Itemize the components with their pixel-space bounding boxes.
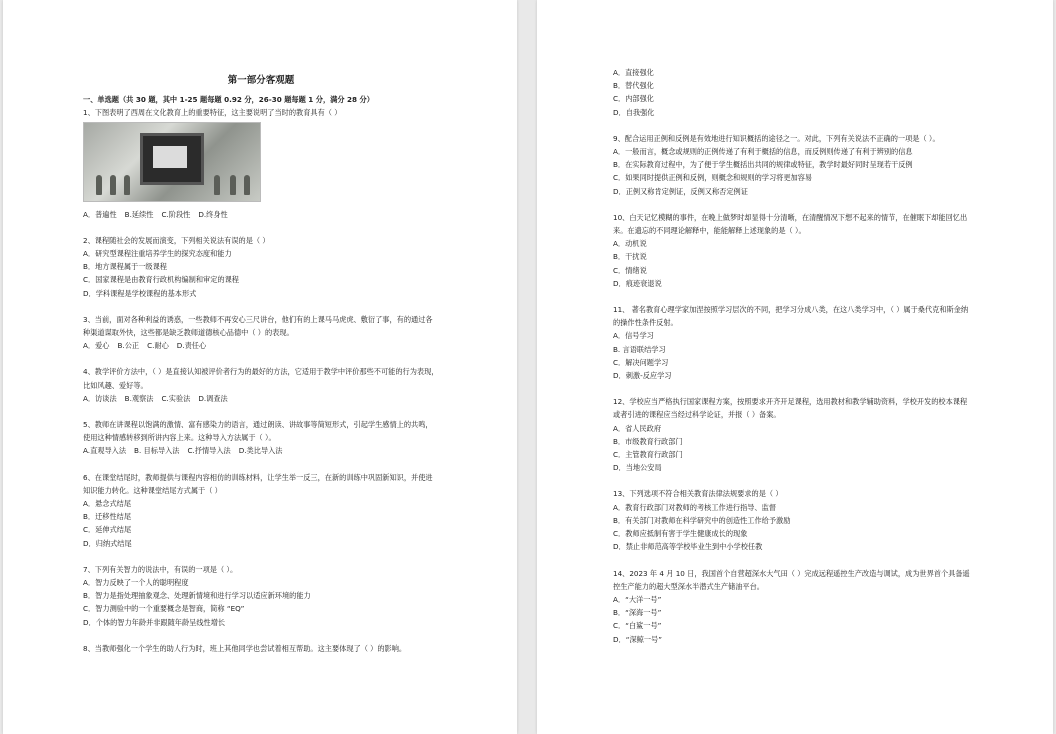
question-options bbox=[613, 237, 973, 290]
option: C．主管教育行政部门 bbox=[613, 450, 683, 460]
right-content bbox=[613, 66, 973, 646]
spacer bbox=[613, 198, 973, 211]
option: B．替代强化 bbox=[613, 81, 654, 91]
option: A．爱心 bbox=[83, 341, 110, 351]
option: C．延伸式结尾 bbox=[83, 525, 132, 535]
option: D.终身性 bbox=[198, 209, 228, 219]
spacer bbox=[83, 550, 439, 563]
question bbox=[83, 106, 439, 220]
option: B．地方课程属于一级课程 bbox=[83, 262, 167, 272]
option: D.责任心 bbox=[176, 341, 207, 351]
question bbox=[83, 313, 439, 353]
question-options bbox=[83, 208, 439, 221]
question bbox=[613, 211, 973, 290]
question-stem: 8、当教师强化一个学生的助人行为时，班上其他同学也尝试着相互帮助。这主要体现了（ ）的影响。 bbox=[83, 643, 407, 653]
question-options bbox=[83, 497, 439, 550]
option: D．归纳式结尾 bbox=[83, 538, 132, 548]
question-options bbox=[83, 392, 439, 405]
spacer bbox=[613, 119, 973, 132]
question-stem: 7、下列有关智力的说法中，有误的一项是（ ）。 bbox=[83, 564, 238, 574]
photo-figure bbox=[110, 175, 116, 195]
option: C.实验法 bbox=[161, 393, 191, 403]
question-stem: 6、在课堂结尾时，教师提供与课程内容相仿的训练材料，让学生举一反三，在新的训练中巩固新知识，并使进知识能力转化。这种课堂结尾方式属于（ ） bbox=[83, 472, 433, 495]
question-list bbox=[83, 106, 439, 655]
photo-figure bbox=[230, 175, 236, 195]
option: A．直接强化 bbox=[613, 68, 654, 77]
question-stem: 4、教学评价方法中，（ ）是直接认知被评价者行为的最好的方法，它适用于教学中评价那些不可能的行为表现，比如风趣、爱好等。 bbox=[83, 367, 439, 390]
question bbox=[613, 395, 973, 474]
question bbox=[83, 234, 439, 300]
question-photo bbox=[83, 122, 261, 202]
option: A．一般而言，概念或规则的正例传递了有利于概括的信息，而反例则传递了有利于辨别的信息 bbox=[613, 147, 913, 157]
question-options bbox=[83, 576, 439, 629]
spacer bbox=[83, 300, 439, 313]
option: C．“白鲨一号” bbox=[613, 621, 662, 631]
question bbox=[613, 487, 973, 553]
question-options bbox=[613, 145, 973, 198]
spacer bbox=[83, 405, 439, 418]
option: B.观察法 bbox=[124, 393, 154, 403]
option: D．个体的智力年龄并非跟随年龄呈线性增长 bbox=[83, 617, 226, 627]
option: B．“深海一号” bbox=[613, 608, 662, 618]
option: C．教师应抵制有害于学生健康成长的现象 bbox=[613, 529, 748, 539]
left-content bbox=[83, 74, 439, 655]
question-options bbox=[613, 329, 973, 382]
question-stem: 9、配合运用正例和反例是有效地进行知识概括的途径之一。对此，下列有关说法不正确的一项是（ ）。 bbox=[613, 133, 940, 143]
option: C.抒情导入法 bbox=[187, 446, 231, 456]
photo-figure bbox=[124, 175, 130, 195]
option: D．禁止非师范高等学校毕业生到中小学校任教 bbox=[613, 542, 763, 552]
question-options bbox=[83, 339, 439, 352]
question bbox=[613, 567, 973, 646]
section-heading: 一、单选题（共 30 题，其中 1-25 题每题 0.92 分，26-30 题每题 1 分，满分 28 分） bbox=[83, 95, 374, 105]
document-title: 第一部分客观题 bbox=[227, 75, 295, 86]
option: A．省人民政府 bbox=[613, 423, 662, 433]
question-stem: 13、下列选项不符合相关教育法律法规要求的是（ ） bbox=[613, 489, 783, 499]
option: C．情绪说 bbox=[613, 265, 647, 275]
option: A．信号学习 bbox=[613, 331, 654, 341]
option: A.直观导入法 bbox=[83, 446, 127, 456]
question bbox=[83, 471, 439, 550]
option: A．智力反映了一个人的聪明程度 bbox=[83, 578, 189, 588]
question-stem: 3、当前，面对各种利益的诱惑，一些教师不再安心三尺讲台，他们有的上课马马虎虎、敷衍了事，有的通过各种渠道谋取外快，这些都是缺乏教师道德核心品德中（ ）的表现。 bbox=[83, 314, 433, 338]
option: D．学科课程是学校课程的基本形式 bbox=[83, 288, 197, 298]
option: B．在实际教育过程中，为了便于学生概括出共同的规律或特征，教学时最好同时呈现若干反例 bbox=[613, 160, 913, 170]
option: B.公正 bbox=[117, 341, 140, 351]
photo-figure bbox=[96, 175, 102, 195]
option: C．国家课程是由教育行政机构编制和审定的课程 bbox=[83, 275, 239, 285]
option: B.延续性 bbox=[124, 209, 154, 219]
option: D．“深鲸一号” bbox=[613, 634, 662, 644]
page-right bbox=[537, 0, 1053, 734]
question-options bbox=[613, 501, 973, 554]
question-options bbox=[613, 422, 973, 475]
option: A．普遍性 bbox=[83, 209, 117, 219]
question-options bbox=[83, 444, 439, 457]
option: C．内部强化 bbox=[613, 94, 654, 104]
page-left bbox=[3, 0, 517, 734]
photo-figure bbox=[244, 175, 250, 195]
spacer bbox=[613, 290, 973, 303]
question-stem: 12、学校应当严格执行国家课程方案，按照要求开齐开足课程，选用教材和教学辅助资料，学校开发的校本课程或者引进的课程应当经过科学论证，并报（ ）备案。 bbox=[613, 397, 968, 420]
option: D．正例又称肯定例证，反例又称否定例证 bbox=[613, 186, 748, 196]
spacer bbox=[83, 221, 439, 234]
photo-frame-inner bbox=[153, 146, 187, 168]
option: B．迁移性结尾 bbox=[83, 512, 132, 522]
question bbox=[83, 365, 439, 405]
option: A．悬念式结尾 bbox=[83, 499, 132, 509]
option: D.调查法 bbox=[198, 393, 228, 403]
question-list bbox=[613, 132, 973, 646]
spacer bbox=[613, 382, 973, 395]
question-options bbox=[83, 247, 439, 300]
question bbox=[83, 563, 439, 629]
spacer bbox=[83, 458, 439, 471]
spacer bbox=[83, 352, 439, 365]
option: B. 目标导入法 bbox=[134, 446, 180, 456]
question-stem: 10、白天记忆模糊的事件，在晚上做梦时却显得十分清晰，在清醒情况下想不起来的情节，在催眠下却能回忆出来。在遗忘的不同理论解释中，能能解释上述现象的是（ ）。 bbox=[613, 212, 968, 236]
option: A．研究型课程注重培养学生的探究态度和能力 bbox=[83, 249, 232, 259]
option: D.类比导入法 bbox=[238, 446, 283, 456]
option: C.阶段性 bbox=[161, 209, 191, 219]
photo-frame bbox=[140, 133, 204, 185]
option: C．如果同时提供正例和反例，则概念和规则的学习将更加容易 bbox=[613, 173, 813, 183]
question-stem: 5、教师在讲课程以饱满的激情、富有感染力的语言，通过朗读、讲故事等简短形式，引起学生感情上的共鸣，使用这种情感转移到所讲内容上来。这种导入方法属于（ ）。 bbox=[83, 420, 433, 443]
question bbox=[613, 303, 973, 382]
question-stem: 11、 著名教育心理学家加涅按照学习层次的不同，把学习分成八类，在这八类学习中，（ ）属于桑代克和斯金纳的操作性条件反射。 bbox=[613, 305, 969, 328]
option: C.耐心 bbox=[147, 341, 169, 351]
question-stem: 14、2023 年 4 月 10 日，我国首个自营超深水大气田（ ）完成远程遥控生产改造与调试，成为世界首个具备遥控生产能力的超大型深水半潜式生产储油平台。 bbox=[613, 568, 970, 591]
option: D．痕迹衰退说 bbox=[613, 278, 662, 288]
option: B．干扰说 bbox=[613, 252, 647, 262]
question bbox=[83, 418, 439, 458]
option: D．刺激-反应学习 bbox=[613, 371, 672, 381]
question-stem: 1、下图表明了西周在文化教育上的重要特征，这主要说明了当时的教育具有（ ） bbox=[83, 108, 342, 118]
question-options bbox=[613, 593, 973, 646]
question-8-options bbox=[613, 66, 973, 132]
option: B．有关部门对教师在科学研究中的创造性工作给予激励 bbox=[613, 515, 791, 525]
question bbox=[613, 132, 973, 198]
option: C．智力测验中的一个重要概念是智商，简称 “EQ” bbox=[83, 604, 245, 614]
option: D．自我强化 bbox=[613, 107, 655, 117]
spacer bbox=[83, 629, 439, 642]
question-stem: 2、课程随社会的发展而演变，下列相关说法有误的是（ ） bbox=[83, 235, 270, 245]
option: A．教育行政部门对教师的考核工作进行指导、监督 bbox=[613, 502, 777, 512]
option: A．访谈法 bbox=[83, 393, 117, 403]
option: B．市级教育行政部门 bbox=[613, 436, 683, 446]
option: B．智力是指处理抽象观念、处理新情境和进行学习以适应新环境的能力 bbox=[83, 591, 311, 601]
spacer bbox=[613, 554, 973, 567]
option: A．动机说 bbox=[613, 239, 647, 249]
option: C．解决问题学习 bbox=[613, 357, 669, 367]
option: B. 言语联结学习 bbox=[613, 344, 666, 354]
option: A．“大洋一号” bbox=[613, 594, 662, 604]
spacer bbox=[613, 474, 973, 487]
question bbox=[83, 642, 439, 655]
photo-figure bbox=[214, 175, 220, 195]
option: D．当地公安局 bbox=[613, 463, 662, 473]
